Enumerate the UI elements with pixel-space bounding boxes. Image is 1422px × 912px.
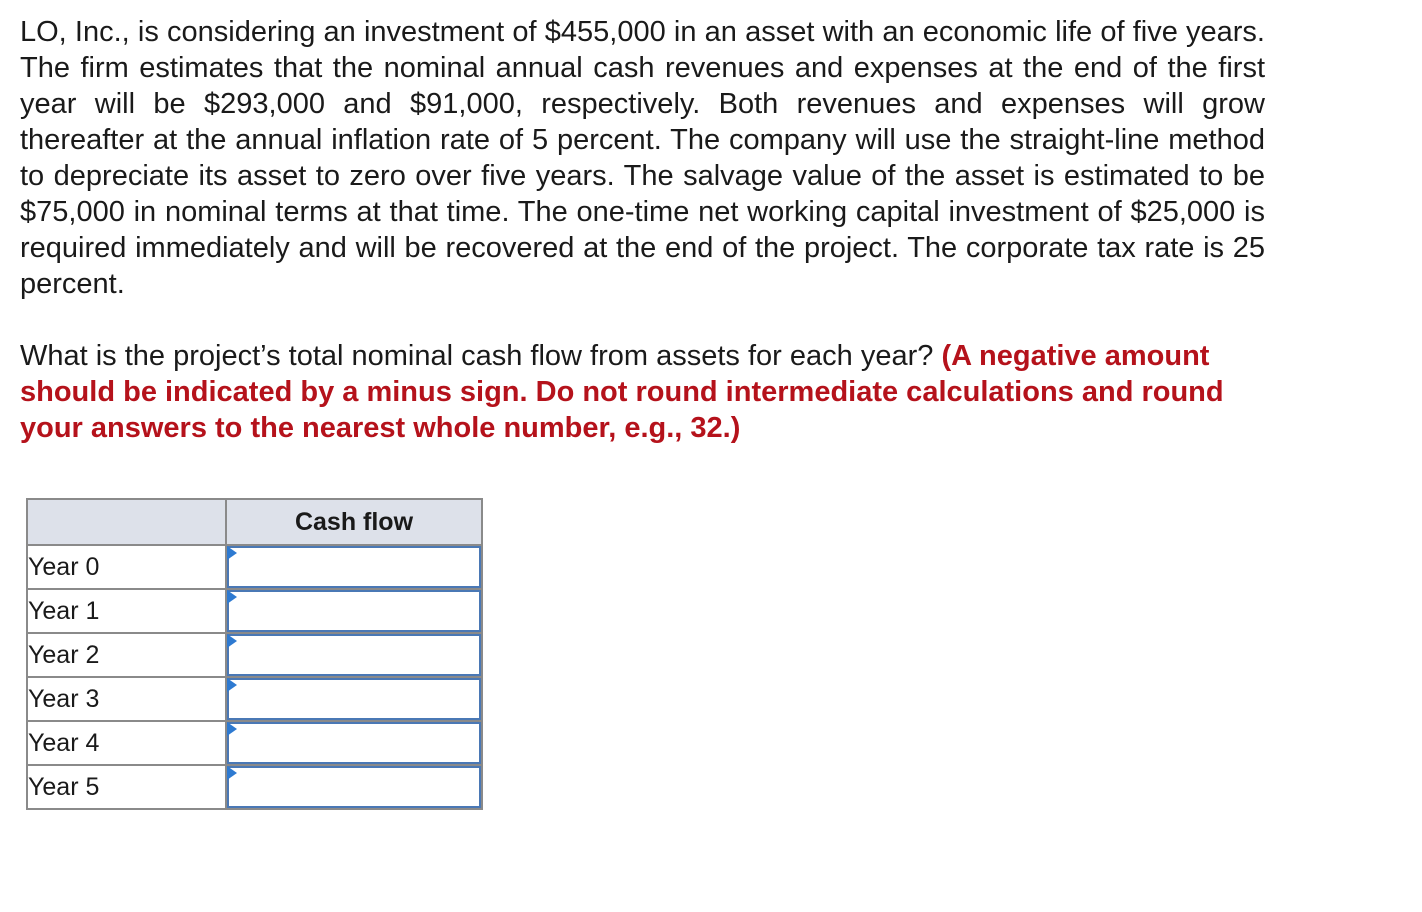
row-label-year-3: Year 3 [27,677,226,721]
table-row [27,765,482,809]
table-header-row [27,499,482,545]
cash-flow-cell-year-4 [226,721,482,765]
answer-marker-icon [227,722,237,736]
answer-marker-icon [227,678,237,692]
header-blank-cell [27,499,226,545]
answer-marker-icon [227,634,237,648]
cash-flow-input-year-5[interactable] [227,766,481,808]
table-row [27,633,482,677]
answer-marker-icon [227,590,237,604]
question-prompt [20,338,1270,446]
row-label-year-0: Year 0 [27,545,226,589]
header-cash-flow: Cash flow [226,499,482,545]
cash-flow-input-year-3[interactable] [227,678,481,720]
cash-flow-input-year-4[interactable] [227,722,481,764]
table-row [27,545,482,589]
answer-instruction: (A negative amount should be indicated by a minus sign. Do not round intermediate calculations and round your answers to the nearest whole number, e.g., 32.) [20,340,1224,444]
answer-marker-icon [227,766,237,780]
cash-flow-cell-year-1 [226,589,482,633]
cash-flow-input-year-2[interactable] [227,634,481,676]
cash-flow-input-year-0[interactable] [227,546,481,588]
problem-statement: LO, Inc., is considering an investment of $455,000 in an asset with an economic life of five years. The firm estimates that the nominal annual cash revenues and expenses at the end of the first year will be $293,000 and $91,000, respectively. Both revenues and expenses will grow thereafter at the annual inflation rate of 5 percent. The company will use the straight-line method to depreciate its asset to zero over five years. The salvage value of the asset is estimated to be $75,000 in nominal terms at that time. The one-time net working capital investment of $25,000 is required immediately and will be recovered at the end of the project. The corporate tax rate is 25 percent. [20,16,1265,300]
row-label-year-1: Year 1 [27,589,226,633]
row-label-year-2: Year 2 [27,633,226,677]
answer-marker-icon [227,546,237,560]
cash-flow-cell-year-2 [226,633,482,677]
row-label-year-5: Year 5 [27,765,226,809]
table-row [27,589,482,633]
cash-flow-cell-year-0 [226,545,482,589]
table-row [27,721,482,765]
cash-flow-cell-year-3 [226,677,482,721]
row-label-year-4: Year 4 [27,721,226,765]
question-text: What is the project’s total nominal cash flow from assets for each year? [20,340,934,372]
table-row [27,677,482,721]
cash-flow-table [26,498,483,810]
cash-flow-input-year-1[interactable] [227,590,481,632]
cash-flow-cell-year-5 [226,765,482,809]
